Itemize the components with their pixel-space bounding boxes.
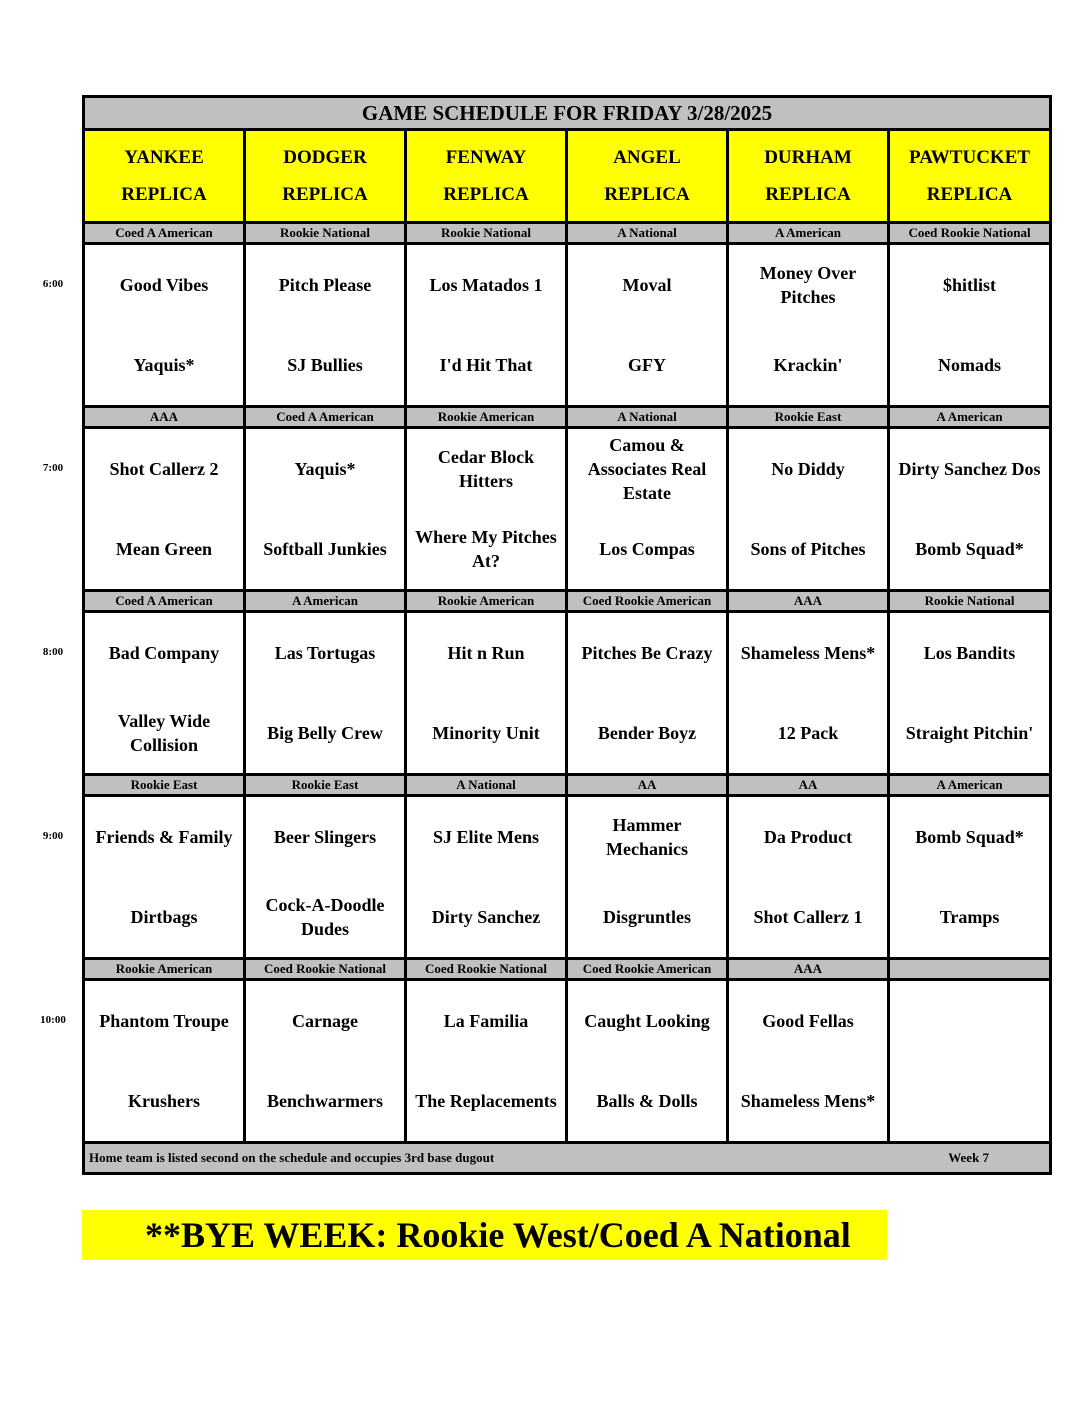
game-cell [406, 244, 567, 407]
division-row [84, 223, 1051, 244]
game-cell [245, 980, 406, 1143]
division-label: Coed Rookie American [567, 959, 728, 980]
away-team: No Diddy [771, 459, 845, 479]
division-label: A American [245, 591, 406, 612]
division-label: AA [567, 775, 728, 796]
home-team: The Replacements [415, 1091, 557, 1111]
division-label: A American [728, 223, 889, 244]
field-subtitle: REPLICA [604, 184, 690, 205]
field-header-row [84, 130, 1051, 223]
division-label: A American [889, 775, 1051, 796]
game-cell [406, 796, 567, 959]
game-cell [245, 428, 406, 591]
home-team: I'd Hit That [439, 355, 533, 375]
division-label: AA [728, 775, 889, 796]
game-cell [889, 244, 1051, 407]
field-header-6 [889, 130, 1051, 223]
division-label: Coed A American [245, 407, 406, 428]
home-team: Dirty Sanchez [431, 907, 541, 927]
away-team: Los Bandits [923, 643, 1016, 663]
field-header-1 [84, 130, 245, 223]
game-cell [567, 612, 728, 775]
schedule-table [82, 95, 1052, 1175]
game-cell [889, 612, 1051, 775]
game-cell [84, 244, 245, 407]
game-cell [567, 980, 728, 1143]
division-label: Coed Rookie National [245, 959, 406, 980]
home-team: Los Compas [599, 539, 695, 559]
home-team: Minority Unit [432, 723, 540, 743]
away-team: Moval [622, 275, 672, 295]
home-team: GFY [628, 355, 666, 375]
field-name: PAWTUCKET [909, 147, 1031, 168]
away-team: Hit n Run [447, 643, 525, 663]
game-cell [84, 980, 245, 1143]
away-team: Money Over Pitches [759, 263, 857, 307]
field-name: ANGEL [613, 147, 681, 168]
schedule-body [84, 97, 1051, 1174]
field-name: YANKEE [124, 147, 204, 168]
game-cell [406, 980, 567, 1143]
away-team: Beer Slingers [273, 827, 377, 847]
field-subtitle: REPLICA [443, 184, 529, 205]
time-label: 8:00 [42, 645, 64, 658]
field-header-4 [567, 130, 728, 223]
home-team: Balls & Dolls [596, 1091, 698, 1111]
home-team: SJ Bullies [287, 355, 363, 375]
game-cell [728, 244, 889, 407]
game-row [84, 428, 1051, 591]
game-cell [728, 980, 889, 1143]
division-label: Rookie National [889, 591, 1051, 612]
away-team: Bomb Squad* [915, 827, 1024, 847]
away-team: Cedar Block Hitters [437, 447, 535, 491]
home-team: Straight Pitchin' [905, 723, 1034, 743]
away-team: Shameless Mens* [740, 643, 876, 663]
division-row [84, 407, 1051, 428]
time-label: 9:00 [42, 829, 64, 842]
game-cell [728, 428, 889, 591]
home-team: Mean Green [115, 539, 213, 559]
game-cell [84, 796, 245, 959]
home-team: Disgruntles [602, 907, 691, 927]
game-cell [245, 612, 406, 775]
field-subtitle: REPLICA [765, 184, 851, 205]
game-cell [567, 428, 728, 591]
game-cell [84, 612, 245, 775]
division-label: Rookie American [406, 591, 567, 612]
away-team: Yaquis* [294, 459, 356, 479]
bye-week-banner: **BYE WEEK: Rookie West/Coed A National [82, 1210, 887, 1260]
division-label [889, 959, 1051, 980]
schedule-title: GAME SCHEDULE FOR FRIDAY 3/28/2025 [84, 97, 1051, 130]
footnote-cell [84, 1143, 1051, 1174]
division-label: Coed A American [84, 223, 245, 244]
title-row [84, 97, 1051, 130]
field-subtitle: REPLICA [926, 184, 1013, 205]
division-row [84, 775, 1051, 796]
away-team: SJ Elite Mens [433, 827, 539, 847]
division-label: Rookie East [245, 775, 406, 796]
away-team: $hitlist [943, 275, 997, 295]
footnote-text: Home team is listed second on the schedule and occupies 3rd base dugout [89, 1150, 495, 1165]
time-label: 10:00 [40, 1013, 66, 1026]
division-row [84, 591, 1051, 612]
game-cell [728, 612, 889, 775]
division-label: Coed A American [84, 591, 245, 612]
away-team: Da Product [763, 827, 853, 847]
game-cell [406, 612, 567, 775]
away-team: Pitches Be Crazy [581, 643, 713, 663]
division-label: AAA [84, 407, 245, 428]
home-team: Bomb Squad* [915, 539, 1024, 559]
away-team: Camou & Associates Real Estate [587, 435, 707, 503]
division-label: AAA [728, 959, 889, 980]
away-team: Las Tortugas [274, 643, 376, 663]
away-team: Hammer Mechanics [606, 815, 688, 859]
game-row [84, 244, 1051, 407]
home-team: Softball Junkies [263, 539, 387, 559]
time-label: 7:00 [42, 461, 64, 474]
division-label: Rookie National [245, 223, 406, 244]
week-label: Week 7 [948, 1150, 990, 1165]
home-team: Shot Callerz 1 [753, 907, 863, 927]
home-team: Nomads [938, 355, 1002, 375]
home-team: Big Belly Crew [267, 723, 383, 743]
field-name: DODGER [283, 147, 367, 168]
division-label: A National [567, 407, 728, 428]
footnote-row [84, 1143, 1051, 1174]
division-label: Rookie National [406, 223, 567, 244]
division-label: Coed Rookie National [889, 223, 1051, 244]
away-team: Bad Company [108, 643, 220, 663]
field-header-3 [406, 130, 567, 223]
home-team: Tramps [939, 907, 1000, 927]
field-subtitle: REPLICA [121, 184, 207, 205]
game-cell [889, 428, 1051, 591]
home-team: Cock-A-Doodle Dudes [265, 895, 385, 939]
game-cell [889, 980, 1051, 1143]
division-label: Rookie American [406, 407, 567, 428]
home-team: Where My Pitches At? [415, 527, 557, 571]
home-team: Krackin' [773, 355, 843, 375]
game-cell [245, 244, 406, 407]
away-team: Caught Looking [584, 1011, 710, 1031]
game-row [84, 612, 1051, 775]
game-cell [728, 796, 889, 959]
home-team: Shameless Mens* [740, 1091, 876, 1111]
division-label: Rookie American [84, 959, 245, 980]
home-team: Benchwarmers [267, 1091, 383, 1111]
away-team: Pitch Please [278, 275, 372, 295]
footnote-content [89, 1150, 1045, 1166]
home-team: Yaquis* [133, 355, 195, 375]
game-cell [889, 796, 1051, 959]
game-row [84, 796, 1051, 959]
away-team: Good Fellas [762, 1011, 854, 1031]
game-cell [567, 244, 728, 407]
away-team: Dirty Sanchez Dos [898, 459, 1041, 479]
field-name: FENWAY [445, 147, 527, 168]
home-team [890, 1061, 1049, 1141]
game-cell [406, 428, 567, 591]
division-label: Rookie East [728, 407, 889, 428]
field-subtitle: REPLICA [282, 184, 368, 205]
away-team [890, 981, 1049, 1061]
field-header-5 [728, 130, 889, 223]
division-label: A American [889, 407, 1051, 428]
away-team: Phantom Troupe [99, 1011, 229, 1031]
home-team: Dirtbags [130, 907, 198, 927]
away-team: Carnage [292, 1011, 358, 1031]
away-team: Shot Callerz 2 [109, 459, 219, 479]
game-cell [567, 796, 728, 959]
division-label: Coed Rookie National [406, 959, 567, 980]
time-label: 6:00 [42, 277, 64, 290]
field-header-2 [245, 130, 406, 223]
away-team: Friends & Family [95, 827, 233, 847]
away-team: Good Vibes [119, 275, 209, 295]
game-cell [84, 428, 245, 591]
home-team: Bender Boyz [597, 723, 697, 743]
home-team: 12 Pack [777, 723, 839, 743]
game-cell [245, 796, 406, 959]
division-label: Coed Rookie American [567, 591, 728, 612]
away-team: Los Matados 1 [429, 275, 543, 295]
division-label: AAA [728, 591, 889, 612]
home-team: Krushers [128, 1091, 200, 1111]
division-label: A National [406, 775, 567, 796]
division-label: A National [567, 223, 728, 244]
division-row [84, 959, 1051, 980]
game-row [84, 980, 1051, 1143]
field-name: DURHAM [764, 147, 852, 168]
division-label: Rookie East [84, 775, 245, 796]
home-team: Valley Wide Collision [117, 711, 211, 755]
home-team: Sons of Pitches [750, 539, 866, 559]
away-team: La Familia [443, 1011, 529, 1031]
